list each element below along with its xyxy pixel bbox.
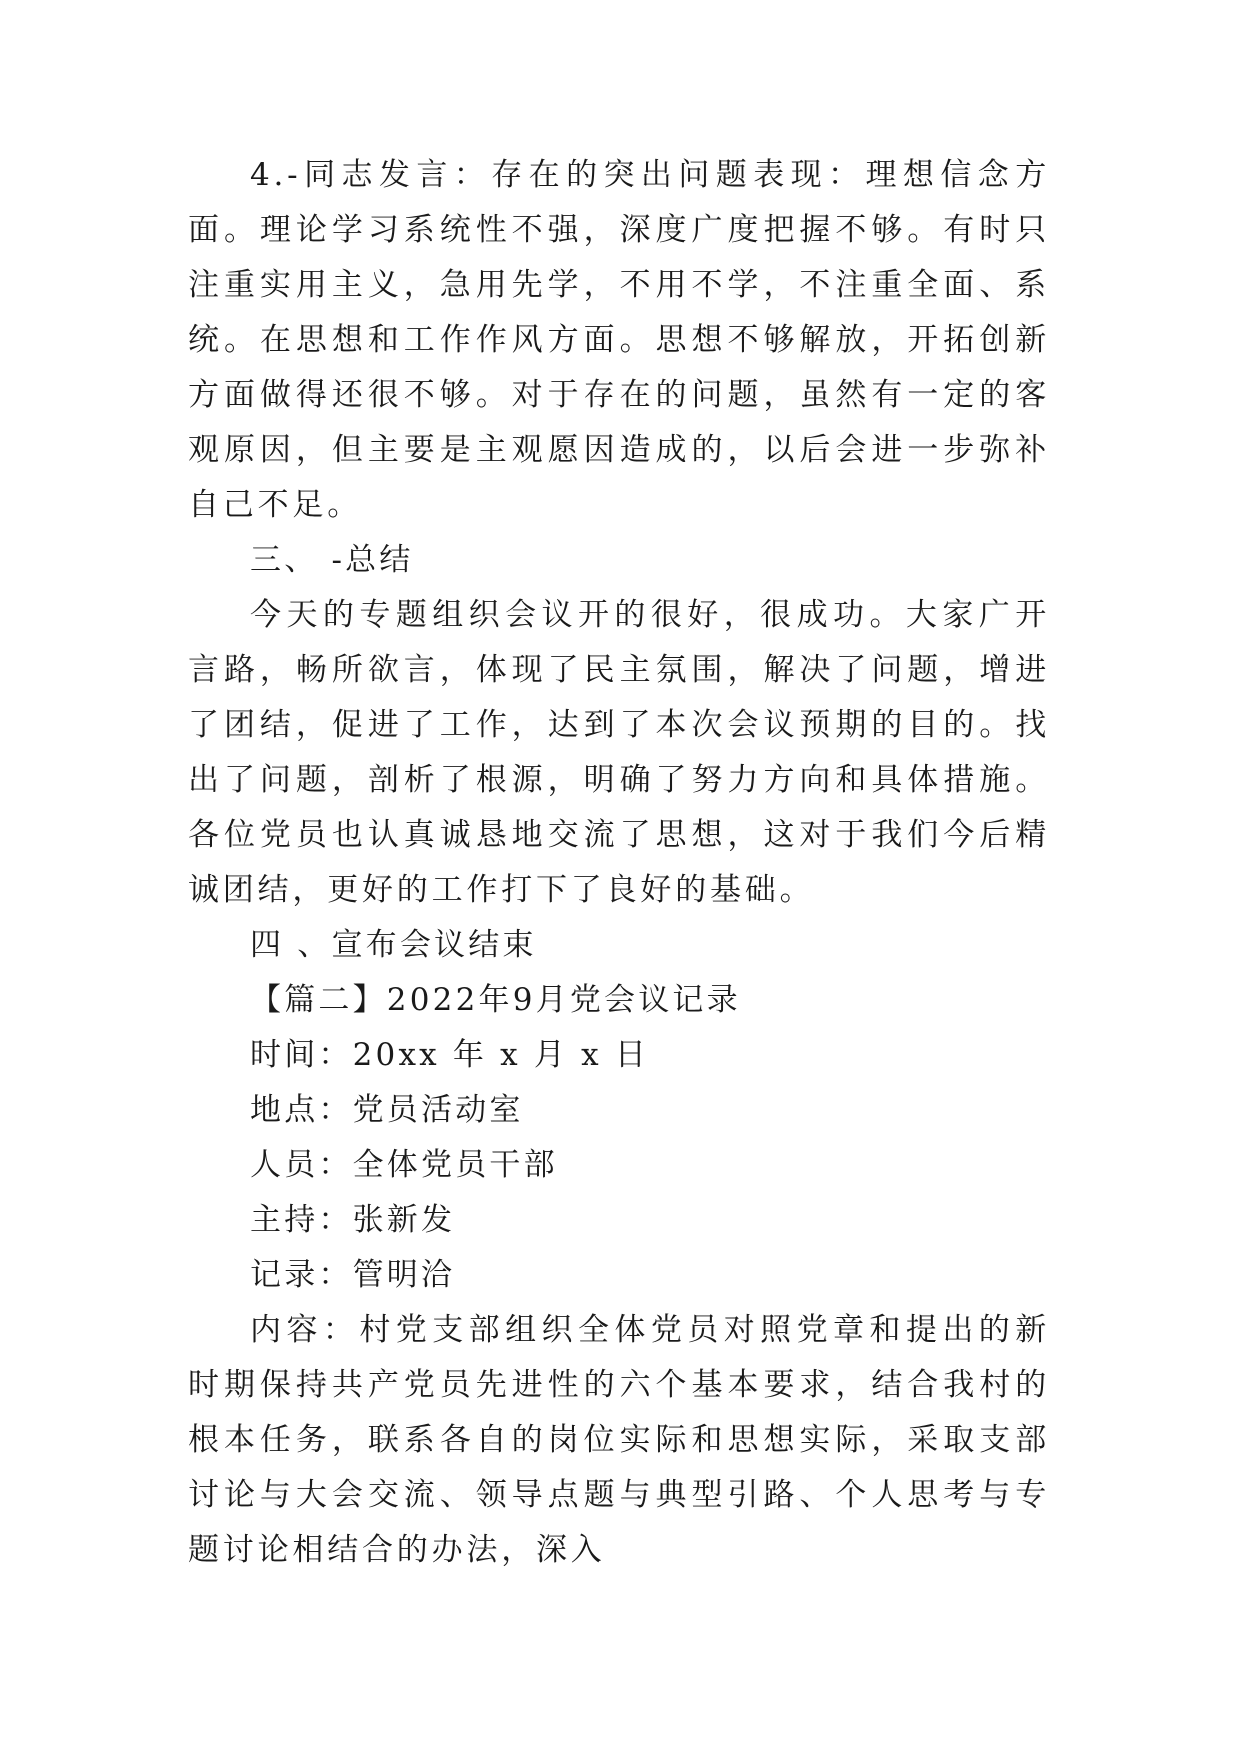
- content-paragraph: 内容：村党支部组织全体党员对照党章和提出的新时期保持共产党员先进性的六个基本要求，结合我村的根本任务，联系各自的岗位实际和思想实际，采取支部讨论与大会交流、领导点题与典型引路、个人思考与专题讨论相结合的办法，深入: [188, 1312, 1050, 1568]
- document-body: [188, 148, 1050, 1578]
- meeting-end-heading: 四 、宣布会议结束: [250, 927, 537, 963]
- meta-time: 时间：20xx 年 x 月 x 日: [250, 1037, 650, 1073]
- meta-attendees: 人员：全体党员干部: [250, 1147, 558, 1183]
- speech-paragraph: 4.-同志发言：存在的突出问题表现：理想信念方面。理论学习系统性不强，深度广度把握不够。有时只注重实用主义，急用先学，不用不学，不注重全面、系统。在思想和工作作风方面。思想不够解放，开拓创新方面做得还很不够。对于存在的问题，虽然有一定的客观原因，但主要是主观愿因造成的，以后会进一步弥补自己不足。: [188, 157, 1050, 523]
- meta-host: 主持：张新发: [250, 1202, 456, 1238]
- summary-paragraph: 今天的专题组织会议开的很好，很成功。大家广开言路，畅所欲言，体现了民主氛围，解决了问题，增进了团结，促进了工作，达到了本次会议预期的目的。找出了问题，剖析了根源，明确了努力方向和具体措施。各位党员也认真诚恳地交流了思想，这对于我们今后精诚团结，更好的工作打下了良好的基础。: [188, 597, 1050, 908]
- meta-place: 地点：党员活动室: [250, 1092, 524, 1128]
- summary-heading: 三、 -总结: [250, 542, 414, 578]
- meta-recorder: 记录：管明洽: [250, 1257, 456, 1293]
- section-title: 【篇二】2022年9月党会议记录: [250, 982, 741, 1018]
